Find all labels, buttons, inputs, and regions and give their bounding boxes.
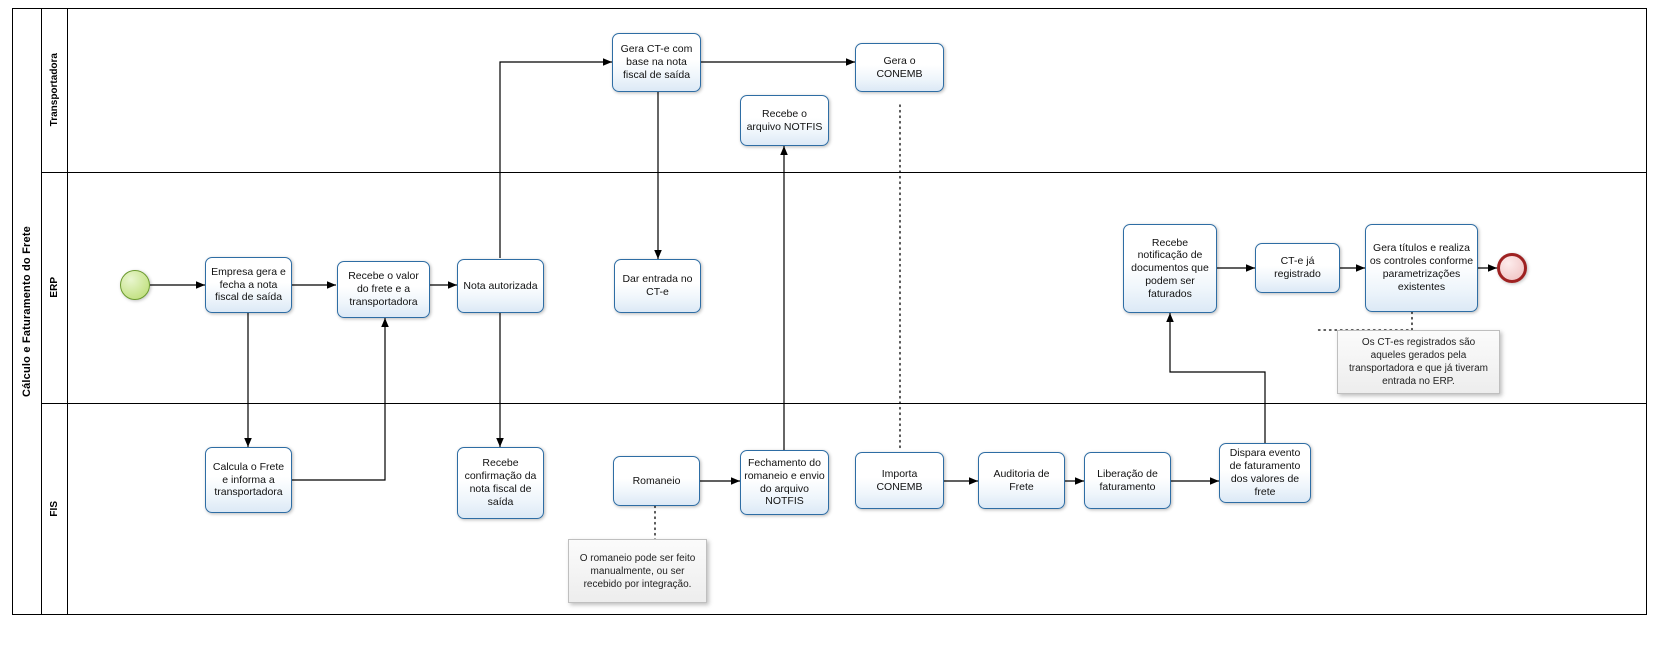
annotation-romaneio: [568, 539, 707, 603]
task-label: Fechamento do romaneio e envio do arquivo NOTFIS: [744, 456, 825, 508]
task-label: Gera títulos e realiza os controles conforme parametrizações existentes: [1369, 242, 1474, 293]
task-label: Recebe confirmação da nota fiscal de saída: [464, 457, 537, 508]
task-label: Recebe notificação de documentos que podem ser faturados: [1131, 236, 1209, 300]
task-label: Nota autorizada: [463, 279, 538, 292]
task-dar-entrada-cte[interactable]: [614, 259, 701, 313]
task-label: Gera o CONEMB: [876, 54, 923, 80]
task-label: Recebe o valor do frete e a transportadora: [348, 270, 419, 308]
lane-label-text: ERP: [49, 277, 60, 298]
task-romaneio[interactable]: [613, 456, 700, 506]
task-gera-conemb[interactable]: [855, 43, 944, 92]
annotation-text: Os CT-es registrados são aqueles gerados pela transportadora e que já tiveram entrada no ERP.: [1349, 337, 1488, 387]
task-label: Recebe o arquivo NOTFIS: [746, 107, 823, 133]
lane-label-erp: [42, 172, 68, 403]
task-calcula-frete[interactable]: [205, 447, 292, 513]
task-label: Liberação de faturamento: [1097, 467, 1158, 493]
task-recebe-notificacao[interactable]: [1123, 224, 1217, 313]
task-label: Dispara evento de faturamento dos valores de frete: [1229, 447, 1301, 498]
lane-label-transportadora: [42, 8, 68, 172]
task-label: Gera CT-e com base na nota fiscal de saída: [620, 43, 693, 81]
task-liberacao-faturamento[interactable]: [1084, 452, 1171, 509]
task-label: CT-e já registrado: [1274, 255, 1321, 280]
task-empresa-gera-nota[interactable]: [205, 257, 292, 313]
task-importa-conemb[interactable]: [855, 452, 944, 509]
task-label: Auditoria de Frete: [993, 467, 1050, 493]
annotation-cte-registrados: [1337, 330, 1500, 394]
task-recebe-valor-frete[interactable]: [337, 261, 430, 318]
task-label: Romaneio: [632, 474, 681, 487]
task-label: Empresa gera e fecha a nota fiscal de saída: [211, 265, 286, 304]
task-dispara-evento[interactable]: [1219, 443, 1311, 503]
lane-divider-1: [42, 172, 1647, 173]
task-gera-cte[interactable]: [612, 33, 701, 92]
lane-label-text: FIS: [49, 501, 60, 517]
pool-title-label: Cálculo e Faturamento do Frete: [20, 225, 33, 398]
task-cte-ja-registrado[interactable]: [1255, 243, 1340, 293]
task-gera-titulos[interactable]: [1365, 224, 1478, 312]
task-label: Calcula o Frete e informa a transportadora: [212, 460, 285, 499]
task-label: Dar entrada no CT-e: [622, 273, 693, 298]
end-event[interactable]: [1497, 253, 1527, 283]
annotation-text: O romaneio pode ser feito manualmente, ou ser recebido por integração.: [579, 552, 696, 590]
task-nota-autorizada[interactable]: [457, 259, 544, 313]
task-recebe-confirmacao[interactable]: [457, 447, 544, 519]
task-fechamento-romaneio[interactable]: [740, 450, 829, 515]
start-event[interactable]: [120, 270, 150, 300]
task-label: Importa CONEMB: [876, 467, 923, 493]
task-auditoria-frete[interactable]: [978, 452, 1065, 509]
lane-label-text: Transportadora: [49, 53, 60, 127]
pool-title: [12, 8, 42, 615]
task-recebe-notfis[interactable]: [740, 95, 829, 146]
lane-label-fis: [42, 403, 68, 615]
lane-divider-2: [42, 403, 1647, 404]
